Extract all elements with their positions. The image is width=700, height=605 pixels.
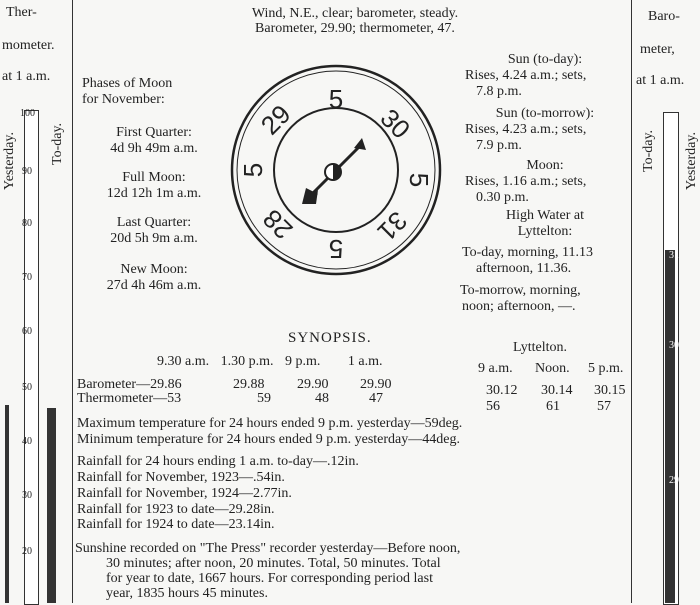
barometer-title-3: at 1 a.m. [636,73,685,88]
synopsis-times [157,354,383,370]
header-wind: Wind, N.E., clear; barometer, steady. [251,6,459,21]
dial-label-top: 5 [328,84,344,114]
lyttelton-time-5pm: 5 p.m. [588,361,624,376]
moon-line1: Rises, 1.16 a.m.; sets, [465,174,587,189]
last-quarter-label: Last Quarter: [116,215,192,230]
barometer-title-2: meter, [640,42,675,57]
barometer-1330: 29.88 [233,377,265,392]
first-quarter-value: 4d 9h 49m a.m. [110,141,198,156]
dial-label-31: 31 [371,205,414,248]
time-0100: 1 a.m. [347,354,383,369]
tick-90: 90 [22,166,32,177]
dial-label-29: 29 [254,98,297,141]
high-water-label: High Water at [506,208,584,223]
time-0930: 9.30 a.m. [157,354,210,369]
moon-label: Moon: [526,158,564,173]
dial-label-bottom: 5 [328,234,344,264]
tick-80: 80 [22,218,32,229]
weather-dial [226,58,446,283]
lyttelton-title: Lyttelton. [513,340,568,355]
time-1330: 1.30 p.m. [220,354,274,369]
new-moon-value: 27d 4h 46m a.m. [106,278,202,293]
lyttelton-baro-9am: 30.12 [486,383,518,398]
yesterday-mercury-bar [5,405,9,603]
dial-label-28: 28 [256,203,299,246]
baro-tick-29: 29 [669,475,679,486]
sunshine-line-3: for year to date, 1667 hours. For corresponding period last [106,571,433,586]
tick-100: 100 [20,108,35,119]
tick-40: 40 [22,436,32,447]
baro-today-label: To-day. [641,129,656,172]
rainfall-nov-1923: Rainfall for November, 1923—.54in. [77,470,285,485]
sunshine-line-1: Sunshine recorded on "The Press" recorder yesterday—Before noon, [75,541,461,556]
header-readings: Barometer, 29.90; thermometer, 47. [255,21,455,36]
right-divider [631,0,632,603]
tick-60: 60 [22,326,32,337]
lyttelton-therm-5pm: 57 [597,399,611,414]
yesterday-label: Yesterday. [2,132,17,190]
time-2100: 9 p.m. [285,354,321,369]
sun-today-line2: 7.8 p.m. [476,84,522,99]
tick-20: 20 [22,546,32,557]
high-water-tomorrow-2: noon; afternoon, —. [462,299,576,314]
tick-70: 70 [22,272,32,283]
high-water-place: Lyttelton: [517,224,573,239]
barometer-title-1: Baro- [648,9,680,24]
thermometer-title-2: mometer. [2,38,55,53]
thermometer-title-3: at 1 a.m. [2,69,51,84]
sun-today-label: Sun (to-day): [507,52,583,67]
lyttelton-therm-9am: 56 [486,399,500,414]
moon-line2: 0.30 p.m. [476,190,529,205]
sunshine-line-2: 30 minutes; after noon, 20 minutes. Total, 50 minutes. Total [106,556,441,571]
barometer-label: Barometer—29.86 [77,377,182,392]
barometer-0100: 29.90 [360,377,392,392]
rainfall-1923-to-date: Rainfall for 1923 to date—29.28in. [77,502,275,517]
lyttelton-baro-noon: 30.14 [541,383,573,398]
first-quarter-label: First Quarter: [116,125,192,140]
min-temperature: Minimum temperature for 24 hours ended 9 p.m. yesterday—44deg. [77,432,460,447]
lyttelton-time-noon: Noon. [535,361,570,376]
sun-tomorrow-label: Sun (to-morrow): [495,106,595,121]
barometer-column [665,250,675,603]
dial-label-left: 5 [238,162,268,178]
lyttelton-time-9am: 9 a.m. [478,361,513,376]
tick-30: 30 [22,490,32,501]
high-water-today-1: To-day, morning, 11.13 [462,245,593,260]
sunshine-line-4: year, 1835 hours 45 minutes. [106,586,268,601]
full-moon-value: 12d 12h 1m a.m. [106,186,202,201]
new-moon-label: New Moon: [120,262,188,277]
high-water-tomorrow-1: To-morrow, morning, [460,283,581,298]
synopsis-title: SYNOPSIS. [288,330,372,346]
today-label: To-day. [50,122,65,165]
thermometer-label: Thermometer—53 [77,391,182,406]
full-moon-label: Full Moon: [122,170,186,185]
baro-tick-31: 31 [669,250,679,261]
barometer-2100: 29.90 [297,377,329,392]
thermometer-2100: 48 [315,391,329,406]
max-temperature: Maximum temperature for 24 hours ended 9 p.m. yesterday—59deg. [77,416,463,431]
tick-50: 50 [22,382,32,393]
today-mercury-bar [47,408,56,603]
dial-label-30: 30 [374,102,417,145]
rainfall-24h: Rainfall for 24 hours ending 1 a.m. to-day—.12in. [77,454,359,469]
dial-label-right: 5 [404,172,434,188]
moon-phases-title-2: for November: [82,92,165,107]
sun-tomorrow-line2: 7.9 p.m. [476,138,522,153]
thermometer-title-1: Ther- [6,5,37,20]
high-water-today-2: afternoon, 11.36. [476,261,572,276]
thermometer-1330: 59 [257,391,271,406]
wind-arrow-icon [302,138,366,204]
rainfall-nov-1924: Rainfall for November, 1924—2.77in. [77,486,292,501]
lyttelton-therm-noon: 61 [546,399,560,414]
sun-today-line1: Rises, 4.24 a.m.; sets, [465,68,587,83]
rainfall-1924-to-date: Rainfall for 1924 to date—23.14in. [77,517,275,532]
baro-tick-30: 30 [669,340,679,351]
lyttelton-baro-5pm: 30.15 [594,383,626,398]
thermometer-scale [24,110,39,605]
left-divider [72,0,73,603]
last-quarter-value: 20d 5h 9m a.m. [110,231,198,246]
sun-tomorrow-line1: Rises, 4.23 a.m.; sets, [465,122,587,137]
baro-yesterday-label: Yesterday. [684,132,699,190]
thermometer-0100: 47 [369,391,383,406]
moon-phases-title-1: Phases of Moon [82,76,173,91]
